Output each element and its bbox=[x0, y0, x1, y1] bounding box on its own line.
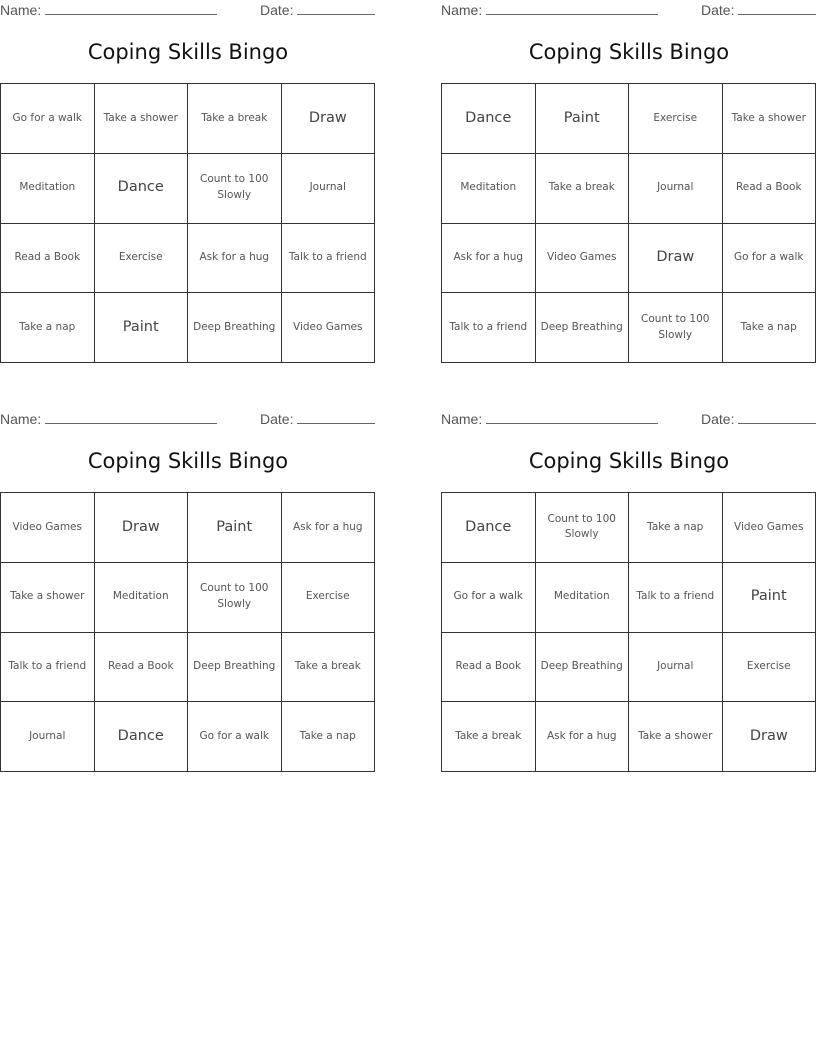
bingo-cell: Talk to a friend bbox=[282, 224, 376, 294]
name-blank bbox=[486, 2, 658, 15]
bingo-cell: Meditation bbox=[95, 563, 189, 633]
bingo-cell: Take a shower bbox=[723, 84, 816, 154]
bingo-cell: Deep Breathing bbox=[536, 633, 630, 703]
bingo-cell: Journal bbox=[1, 702, 95, 772]
name-date-line bbox=[441, 409, 816, 429]
bingo-cell: Take a nap bbox=[282, 702, 376, 772]
bingo-cell: Read a Book bbox=[723, 154, 816, 224]
bingo-cell: Paint bbox=[723, 563, 816, 633]
bingo-cell: Talk to a friend bbox=[442, 293, 536, 363]
bingo-cell: Go for a walk bbox=[1, 84, 95, 154]
bingo-cell: Journal bbox=[629, 633, 723, 703]
bingo-card-3 bbox=[0, 409, 376, 781]
bingo-cell: Take a nap bbox=[629, 493, 723, 563]
bingo-cell: Read a Book bbox=[442, 633, 536, 703]
bingo-cell: Video Games bbox=[536, 224, 630, 294]
bingo-cell: Draw bbox=[282, 84, 376, 154]
card-title: Coping Skills Bingo bbox=[87, 449, 289, 473]
date-label: Date: bbox=[701, 411, 735, 427]
bingo-cell: Count to 100 Slowly bbox=[536, 493, 630, 563]
bingo-cell: Meditation bbox=[1, 154, 95, 224]
bingo-cell: Read a Book bbox=[1, 224, 95, 294]
date-blank bbox=[297, 411, 375, 424]
bingo-grid bbox=[0, 492, 375, 772]
name-date-line bbox=[0, 409, 376, 429]
name-blank bbox=[486, 411, 658, 424]
bingo-cell: Ask for a hug bbox=[188, 224, 282, 294]
name-blank bbox=[45, 2, 217, 15]
date-blank bbox=[297, 2, 375, 15]
bingo-cell: Count to 100 Slowly bbox=[188, 563, 282, 633]
bingo-cell: Dance bbox=[95, 154, 189, 224]
bingo-cell: Meditation bbox=[442, 154, 536, 224]
bingo-cell: Take a nap bbox=[723, 293, 816, 363]
bingo-cell: Go for a walk bbox=[188, 702, 282, 772]
bingo-cell: Take a break bbox=[536, 154, 630, 224]
bingo-cell: Draw bbox=[629, 224, 723, 294]
bingo-cell: Journal bbox=[282, 154, 376, 224]
bingo-cell: Dance bbox=[95, 702, 189, 772]
bingo-grid bbox=[441, 83, 816, 363]
bingo-cell: Paint bbox=[188, 493, 282, 563]
bingo-cell: Go for a walk bbox=[723, 224, 816, 294]
card-title: Coping Skills Bingo bbox=[528, 449, 730, 473]
name-label: Name: bbox=[441, 2, 483, 18]
bingo-cell: Dance bbox=[442, 84, 536, 154]
bingo-cell: Journal bbox=[629, 154, 723, 224]
bingo-cell: Read a Book bbox=[95, 633, 189, 703]
date-blank bbox=[738, 411, 816, 424]
bingo-cell: Deep Breathing bbox=[188, 293, 282, 363]
name-blank bbox=[45, 411, 217, 424]
bingo-cell: Draw bbox=[723, 702, 816, 772]
bingo-cell: Dance bbox=[442, 493, 536, 563]
bingo-cell: Talk to a friend bbox=[1, 633, 95, 703]
name-label: Name: bbox=[0, 2, 42, 18]
bingo-cell: Exercise bbox=[723, 633, 816, 703]
bingo-card-2 bbox=[441, 0, 816, 372]
bingo-cell: Exercise bbox=[282, 563, 376, 633]
name-date-line bbox=[441, 0, 816, 20]
bingo-cell: Go for a walk bbox=[442, 563, 536, 633]
bingo-cell: Paint bbox=[95, 293, 189, 363]
name-date-line bbox=[0, 0, 376, 20]
card-title: Coping Skills Bingo bbox=[528, 40, 730, 64]
date-label: Date: bbox=[260, 2, 294, 18]
bingo-cell: Take a break bbox=[188, 84, 282, 154]
bingo-cell: Take a nap bbox=[1, 293, 95, 363]
bingo-cell: Exercise bbox=[629, 84, 723, 154]
date-label: Date: bbox=[701, 2, 735, 18]
bingo-cell: Paint bbox=[536, 84, 630, 154]
bingo-grid bbox=[441, 492, 816, 772]
bingo-cell: Take a shower bbox=[1, 563, 95, 633]
bingo-cell: Ask for a hug bbox=[442, 224, 536, 294]
card-title: Coping Skills Bingo bbox=[87, 40, 289, 64]
bingo-cell: Video Games bbox=[282, 293, 376, 363]
bingo-cell: Meditation bbox=[536, 563, 630, 633]
bingo-cell: Ask for a hug bbox=[536, 702, 630, 772]
date-blank bbox=[738, 2, 816, 15]
bingo-cell: Take a break bbox=[282, 633, 376, 703]
bingo-cell: Count to 100 Slowly bbox=[188, 154, 282, 224]
bingo-cell: Exercise bbox=[95, 224, 189, 294]
name-label: Name: bbox=[0, 411, 42, 427]
bingo-cell: Ask for a hug bbox=[282, 493, 376, 563]
bingo-cell: Talk to a friend bbox=[629, 563, 723, 633]
bingo-cell: Video Games bbox=[1, 493, 95, 563]
bingo-cell: Take a shower bbox=[629, 702, 723, 772]
bingo-cell: Take a break bbox=[442, 702, 536, 772]
bingo-cell: Count to 100 Slowly bbox=[629, 293, 723, 363]
bingo-cell: Deep Breathing bbox=[188, 633, 282, 703]
bingo-cell: Video Games bbox=[723, 493, 816, 563]
bingo-grid bbox=[0, 83, 375, 363]
bingo-cell: Draw bbox=[95, 493, 189, 563]
bingo-card-1 bbox=[0, 0, 376, 372]
bingo-cell: Take a shower bbox=[95, 84, 189, 154]
bingo-card-4 bbox=[441, 409, 816, 781]
date-label: Date: bbox=[260, 411, 294, 427]
bingo-cell: Deep Breathing bbox=[536, 293, 630, 363]
name-label: Name: bbox=[441, 411, 483, 427]
